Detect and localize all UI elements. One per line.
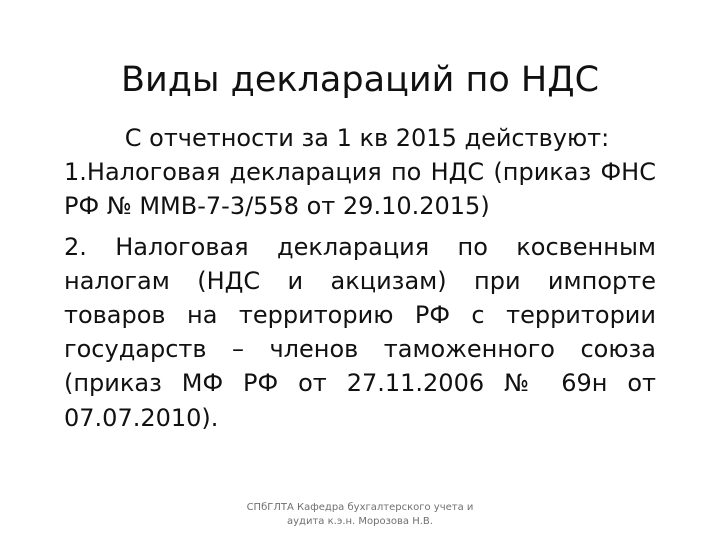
- declaration-item-1: 1.Налоговая декларация по НДС (приказ ФНС РФ № ММВ-7-3/558 от 29.10.2015): [64, 158, 656, 221]
- footer-line-2: аудита к.э.н. Морозова Н.В.: [287, 516, 433, 527]
- slide-title: Виды деклараций по НДС: [120, 60, 600, 100]
- slide-body: [64, 121, 656, 435]
- lead-text: С отчетности за 1 кв 2015 действуют:: [124, 124, 610, 152]
- footer-line-1: СПбГЛТА Кафедра бухгалтерского учета и: [246, 502, 474, 513]
- declaration-item-2: 2. Налоговая декларация по косвенным налогам (НДС и акцизам) при импорте товаров на территорию РФ с территории государств – членов таможенного союза (приказ МФ РФ от 27.11.2006 № 69н от 07.07.2010).: [64, 232, 656, 432]
- slide-footer: [200, 501, 520, 529]
